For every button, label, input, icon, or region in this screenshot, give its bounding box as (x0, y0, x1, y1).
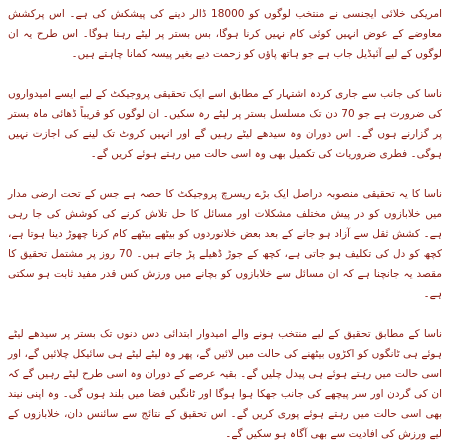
paragraph-2: ناسا کی جانب سے جاری کردہ اشتہار کے مطابق اسے ایک تحقیقی پروجیکٹ کے لیے ایسے امیدواروں کی ضرورت ہے جو 70 دن تک مسلسل بستر پر لیٹے رہ سکیں۔ ان لوگوں کو قریباً ڈھائی ماہ بستر پر گزارنے ہوں گے۔ اس دوران وہ سیدھے لیٹے رہیں گے اور انہیں کروٹ تک لینے کی اجازت نہیں ہوگی۔ فطری ضروریات کی تکمیل بھی وہ اسی حالت میں رہتے ہوئے کریں گے۔ (8, 88, 442, 160)
paragraph-4: ناسا کے مطابق تحقیق کے لیے منتخب ہونے والے امیدوار ابتدائی دس دنوں تک بستر پر سیدھے لیٹے ہوئے ہی ٹانگوں کو اکڑوں بیٹھنے کی حالت میں لائیں گے، پھر وہ لیٹے لیٹے ہی سائیکل چلائیں گے، اور اسی حالت میں رہتے ہوئے ہی پیدل چلیں گے۔ بقیہ عرصے کے دوران وہ اسی طرح لیٹے رہیں گے کہ ان کی گردن اور سر پیچھے کی جانب جھکا ہوا ہوگا اور ٹانگیں فضا میں بلند ہوں گی۔ وہ اپنی نیند بھی اسی حالت میں رہتے ہوئے پوری کریں گے۔ اس تحقیق کے نتائج سے سائنس دان، خلابازوں کے لیے ورزش کی افادیت سے بھی آگاہ ہو سکیں گے۔ (8, 328, 442, 440)
paragraph-1: امریکی خلائی ایجنسی نے منتخب لوگوں کو 18000 ڈالر دینے کی پیشکش کی ہے۔ اس پرکشش معاوضے کے عوض انہیں کوئی کام نہیں کرنا ہوگا، بس بستر پر لیٹے رہنا ہوگا۔ اس طرح یہ ان لوگوں کے لیے آئیڈیل جاب ہے جو ہاتھ پاؤں کو زحمت دیے بغیر پیسہ کمانا چاہتے ہیں۔ (8, 8, 443, 60)
paragraph-3: ناسا کا یہ تحقیقی منصوبہ دراصل ایک بڑے ریسرچ پروجیکٹ کا حصہ ہے جس کے تحت ارضی مدار میں خلابازوں کو در پیش مختلف مشکلات اور مسائل کا حل تلاش کرنے کی کوشش کی جا رہی ہے۔ کشش ثقل سے آزاد ہو جانے کے بعد بعض خلانوردوں کو بیٹھے بیٹھے کام کرنا چھوڑ دینا ہوتا ہے، کچھ کو دل کی تکلیف ہو جاتی ہے، کچھ کے جوڑ ڈھیلے پڑ جاتے ہیں۔ 70 روز پر مشتمل تحقیق کا مقصد یہ جانچنا ہے کہ ان مسائل سے خلابازوں کو بچانے میں ورزش کس قدر مفید ثابت ہو سکتی ہے۔ (8, 188, 443, 300)
